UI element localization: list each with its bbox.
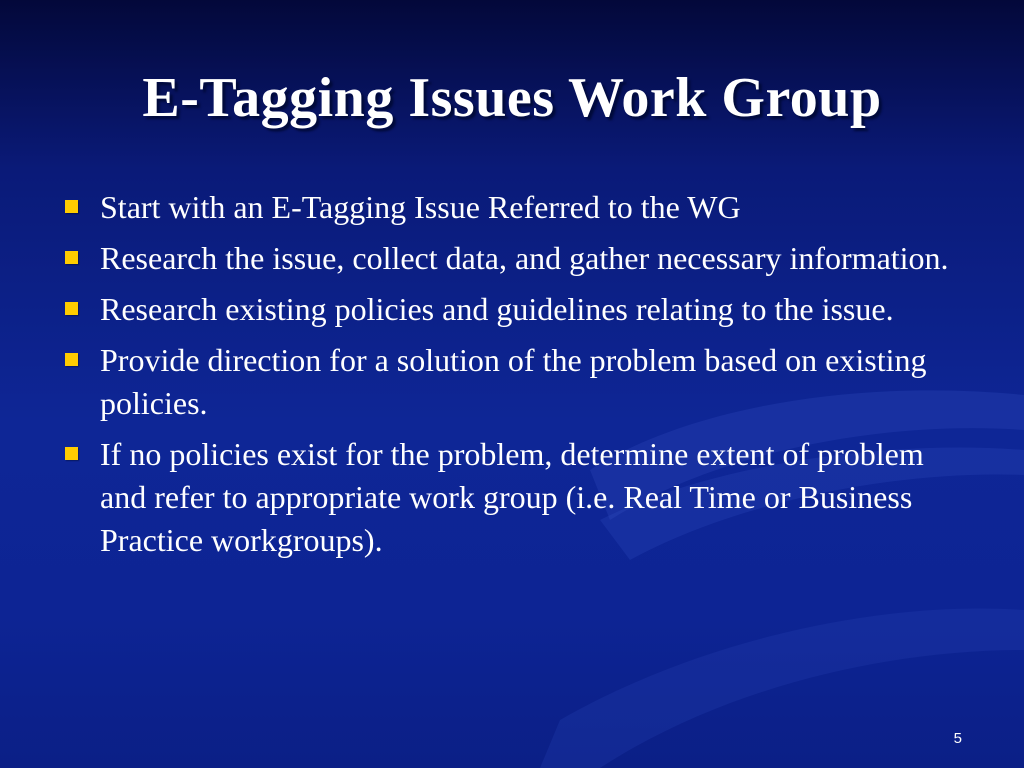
bullet-item <box>62 339 962 425</box>
square-bullet-icon <box>65 302 78 315</box>
slide-title: E-Tagging Issues Work Group <box>142 67 882 129</box>
bullet-text: Research existing policies and guidelines relating to the issue. <box>100 291 894 327</box>
square-bullet-icon <box>65 447 78 460</box>
square-bullet-icon <box>65 353 78 366</box>
bullet-item <box>62 433 962 562</box>
bullet-item <box>62 288 962 331</box>
square-bullet-icon <box>65 251 78 264</box>
bullet-text: If no policies exist for the problem, determine extent of problem and refer to appropriate work group (i.e. Real Time or Business Practice workgroups). <box>100 436 924 558</box>
bullet-text: Provide direction for a solution of the problem based on existing policies. <box>100 342 927 421</box>
bullet-text: Research the issue, collect data, and gather necessary information. <box>100 240 949 276</box>
bullet-item <box>62 237 962 280</box>
bullet-list <box>62 186 962 570</box>
square-bullet-icon <box>65 200 78 213</box>
page-number: 5 <box>953 730 962 747</box>
bullet-item <box>62 186 962 229</box>
bullet-text: Start with an E-Tagging Issue Referred to the WG <box>100 189 741 225</box>
